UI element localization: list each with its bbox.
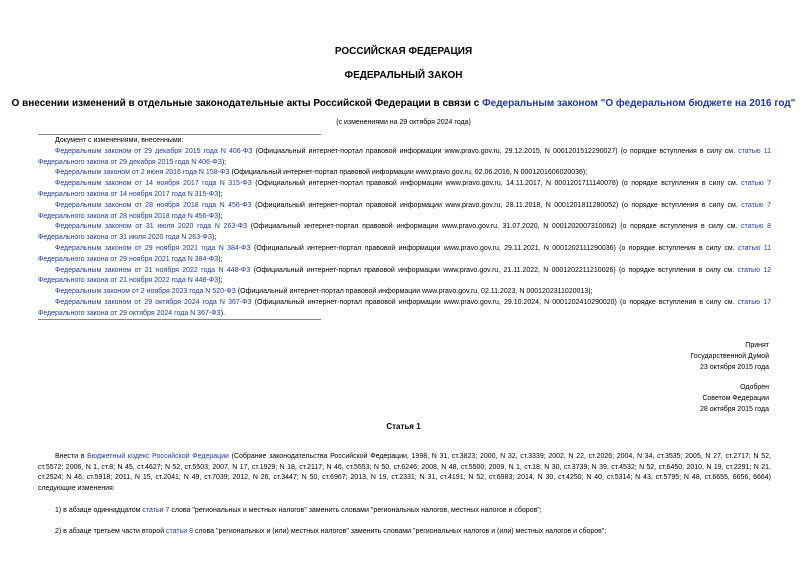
change-law-link[interactable]: Федеральным законом от 2 июня 2016 года N 158-ФЗ <box>55 169 230 177</box>
change-item <box>38 168 771 179</box>
change-article-link[interactable]: статью 8 Федерального закона от 31 июля 2020 года N 263-ФЗ <box>38 223 772 242</box>
change-article-link[interactable]: статью 11 Федерального закона от 29 ноября 2021 года N 384-ФЗ <box>38 244 771 263</box>
item-2-text: слова "региональных и (или) местных налогов" заменить словами "региональных налогов и (или) местных налогов и сборов"; <box>193 528 607 535</box>
adopted-date: 23 октября 2015 года <box>700 363 769 371</box>
adopted-line: Принят <box>745 342 769 349</box>
article-item-2 <box>38 527 771 538</box>
item-2-prefix: 2) в абзаце третьем части второй <box>55 528 167 535</box>
budget-code-link[interactable]: Бюджетный кодекс Российской Федерации <box>87 453 229 460</box>
revision-note: (с изменениями на 29 октября 2024 года) <box>336 119 471 126</box>
change-text: (Официальный интернет-портал правовой информации www.pravo.gov.ru, 31.07.2020, N 0001202007310062) (о порядке вступления в силу см. <box>247 223 741 231</box>
article-intro <box>38 452 771 494</box>
bottom-divider <box>38 319 321 320</box>
article-heading: Статья 1 <box>386 422 421 431</box>
approved-line: Одобрен <box>740 384 769 391</box>
change-item <box>38 298 771 320</box>
doc-type-heading: ФЕДЕРАЛЬНЫЙ ЗАКОН <box>344 70 463 81</box>
change-tail: ). <box>220 309 226 317</box>
change-article-link[interactable]: статью 7 Федерального закона от 14 ноября 2017 года N 315-ФЗ <box>38 180 771 198</box>
change-text: (Официальный интернет-портал правовой информации www.pravo.gov.ru, 02.11.2023, N 0001202311020013); <box>235 288 593 296</box>
change-item <box>38 179 771 201</box>
change-text: (Официальный интернет-портал правовой информации www.pravo.gov.ru, 29.12.2015, N 0001201512290027) (о порядке вступления в силу см. <box>252 147 739 155</box>
budget-law-link[interactable]: Федеральным законом "О федеральном бюджете на 2016 год" <box>482 98 796 109</box>
top-divider <box>38 134 321 135</box>
country-heading: РОССИЙСКАЯ ФЕДЕРАЦИЯ <box>334 46 473 57</box>
change-law-link[interactable]: Федеральным законом от 29 ноября 2021 года N 384-ФЗ <box>55 244 251 252</box>
change-text: (Официальный интернет-портал правовой информации www.pravo.gov.ru, 28.11.2018, N 0001201811280052) (о порядке вступления в силу см. <box>251 201 742 209</box>
changes-list <box>38 136 771 320</box>
approved-block <box>700 383 769 415</box>
adopted-block <box>690 341 769 373</box>
law-title <box>0 98 807 109</box>
change-tail: ); <box>218 277 223 285</box>
law-title-text: О внесении изменений в отдельные законодательные акты Российской Федерации в связи с <box>11 98 483 109</box>
change-text: (Официальный интернет-портал правовой информации www.pravo.gov.ru, 14.11.2017, N 0001201711140078) (о порядке вступления в силу см. <box>251 180 742 188</box>
change-law-link[interactable]: Федеральным законом от 31 июля 2020 года N 263-ФЗ <box>55 223 248 231</box>
adopted-body: Государственной Думой <box>690 352 769 360</box>
article-7-link[interactable]: статьи 7 <box>142 507 170 514</box>
intro-prefix: Внести в <box>55 453 88 460</box>
change-law-link[interactable]: Федеральным законом от 2 ноября 2023 года N 520-ФЗ <box>55 288 236 296</box>
change-law-link[interactable]: Федеральным законом от 21 ноября 2022 года N 448-ФЗ <box>55 266 251 274</box>
approved-date: 28 октября 2015 года <box>700 405 769 413</box>
change-text: (Официальный интернет-портал правовой информации www.pravo.gov.ru, 02.06.2016, N 0001201606020036); <box>229 169 588 177</box>
change-article-link[interactable]: статью 17 Федерального закона от 29 октября 2024 года N 367-ФЗ <box>38 298 772 317</box>
change-item <box>38 201 771 223</box>
change-tail: ); <box>218 190 223 198</box>
approved-body: Советом Федерации <box>702 394 769 402</box>
intro-text: (Собрание законодательства Российской Федерации, 1998, N 31, ст.3823; 2000, N 32, ст.3339; 2002, N 22, ст.2026; 2004, N 34, ст.3535; 2005, N 27, ст.2717; N 52, ст.5572; 2006, N 1, ст.8; N 45, ст.4627; N 52, ст.5503; 2007, N 17, ст.1929; N 18, ст.2117; N 46, ст.5553; N 50, ст.6246; 2008, N 48, ст.5500; 2009, N 1, ст.18; N 30, ст.3739; N 39, ст.4532; N 52, ст.6450; 2010, N 19, ст.2291; N 21, ст.2524; N 46, ст.5918; 2011, N 15, ст.2041; N 49, ст.7039; 2012, N 26, ст.3447; N 50, ст.6967; 2013, N 19, ст.2331; N 31, ст.4191; N 52, ст.6983; 2014, N 30, ст.4250; N 40, ст.5314; N 43, ст.5795; N 48, ст.6655, 6656, 6664) следующие изменения: <box>38 453 772 492</box>
change-item <box>38 287 771 298</box>
change-article-link[interactable]: статью 7 Федерального закона от 28 ноября 2018 года N 456-ФЗ <box>38 201 772 220</box>
article-8-link[interactable]: статьи 8 <box>166 528 194 535</box>
change-item <box>38 244 771 266</box>
change-article-link[interactable]: статью 12 Федерального закона от 21 ноября 2022 года N 448-ФЗ <box>38 266 771 285</box>
change-law-link[interactable]: Федеральным законом от 29 октября 2024 года N 367-ФЗ <box>55 298 252 306</box>
item-1-prefix: 1) в абзаце одиннадцатом <box>55 507 143 514</box>
change-item <box>38 266 771 288</box>
item-1-text: слова "региональных и местных налогов" заменить словами "региональных налогов, местных налогов и сборов"; <box>169 507 542 514</box>
article-item-1 <box>38 506 771 517</box>
change-tail: ); <box>211 234 217 242</box>
change-item <box>38 222 771 244</box>
change-tail: ); <box>218 212 223 220</box>
change-tail: ); <box>218 255 223 263</box>
change-law-link[interactable]: Федеральным законом от 14 ноября 2017 года N 315-ФЗ <box>55 180 252 188</box>
change-article-link[interactable]: статью 11 Федерального закона от 29 декабря 2015 года N 406-ФЗ <box>38 147 771 166</box>
change-law-link[interactable]: Федеральным законом от 29 декабря 2015 года N 406-ФЗ <box>55 147 253 155</box>
change-law-link[interactable]: Федеральным законом от 28 ноября 2018 года N 456-ФЗ <box>55 201 252 209</box>
change-tail: ); <box>221 158 227 166</box>
change-text: (Официальный интернет-портал правовой информации www.pravo.gov.ru, 29.10.2024, N 0001202410290020) (о порядке вступления в силу см. <box>251 298 738 306</box>
change-text: (Официальный интернет-портал правовой информации www.pravo.gov.ru, 29.11.2021, N 0001202111290036) (о порядке вступления в силу см. <box>250 244 738 252</box>
change-item <box>38 147 771 169</box>
change-text: (Официальный интернет-портал правовой информации www.pravo.gov.ru, 21.11.2022, N 0001202211210026) (о порядке вступления в силу см. <box>250 266 738 274</box>
changes-intro: Документ с изменениями, внесенными: <box>55 137 184 144</box>
